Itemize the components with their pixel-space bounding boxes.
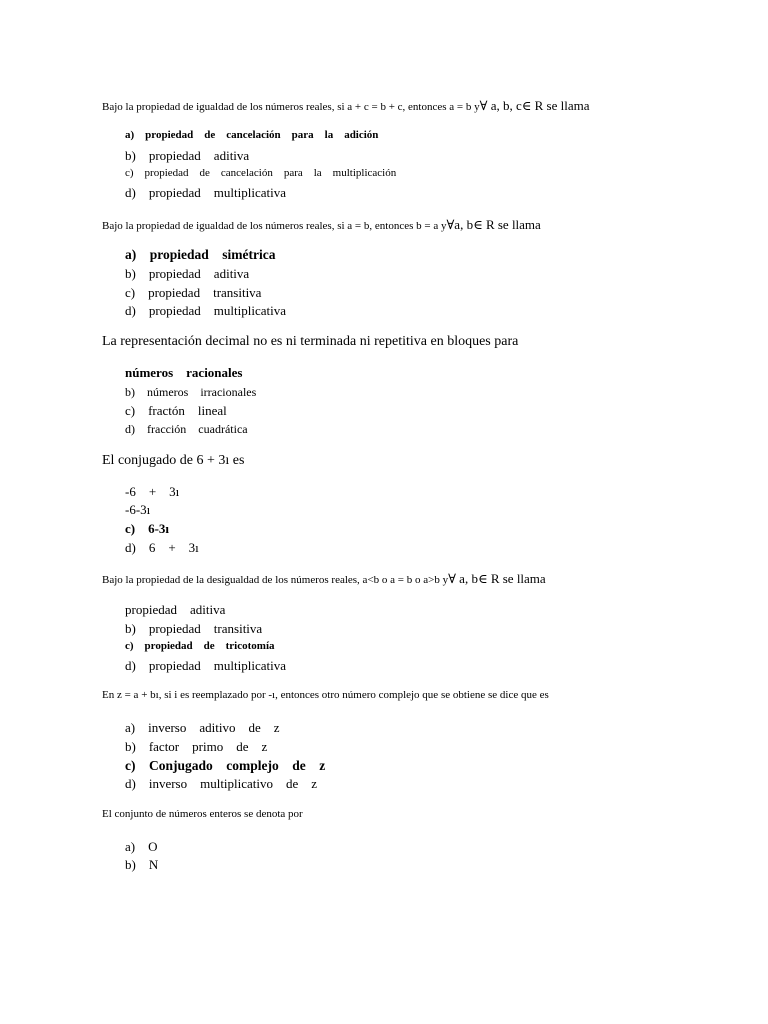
question-6-stem: En z = a + bı, si i es reemplazado por -ı, entonces otro número complejo que se obtiene se dice que es — [102, 689, 549, 701]
question-2-stem — [102, 218, 541, 232]
question-7-option-b: b) N — [125, 857, 159, 872]
question-5-option-b: b) propiedad transitiva — [125, 621, 263, 636]
question-3-option-b: b) números irracionales — [125, 385, 257, 399]
question-4-option-d: d) 6 + 3ı — [125, 540, 199, 555]
question-3-option-d: d) fracción cuadrática — [125, 422, 248, 436]
question-3-option-c: c) fractón lineal — [125, 403, 227, 418]
question-2-option-b: b) propiedad aditiva — [125, 266, 250, 281]
question-3-stem: La representación decimal no es ni terminada ni repetitiva en bloques para — [102, 334, 519, 349]
question-2-option-c: c) propiedad transitiva — [125, 285, 262, 300]
question-6-option-c: c) Conjugado complejo de z — [125, 758, 326, 773]
question-5-stem-quantifier: ∀ a, b∈ R se llama — [448, 571, 546, 586]
question-2-stem-text: Bajo la propiedad de igualdad de los números reales, si a = b, entonces b = a y — [102, 220, 447, 232]
question-1-stem — [102, 99, 590, 113]
question-1-stem-quantifier: ∀ a, b, c∈ R se llama — [479, 98, 590, 113]
question-1-option-d: d) propiedad multiplicativa — [125, 185, 287, 200]
question-5-option-c: c) propiedad de tricotomía — [125, 640, 275, 652]
question-4-stem: El conjugado de 6 + 3ı es — [102, 453, 245, 468]
question-5-option-a: propiedad aditiva — [125, 602, 226, 617]
question-2-option-d: d) propiedad multiplicativa — [125, 303, 287, 318]
question-5-stem-text: Bajo la propiedad de la desigualdad de los números reales, a<b o a = b o a>b y — [102, 574, 449, 586]
question-1-option-c: c) propiedad de cancelación para la multiplicación — [125, 167, 397, 179]
question-1-option-a: a) propiedad de cancelación para la adición — [125, 129, 379, 141]
question-1-option-b: b) propiedad aditiva — [125, 148, 250, 163]
question-6-option-a: a) inverso aditivo de z — [125, 720, 280, 735]
question-6-option-d: d) inverso multiplicativo de z — [125, 776, 318, 791]
question-5-option-d: d) propiedad multiplicativa — [125, 658, 287, 673]
question-5-stem — [102, 572, 546, 586]
question-7-option-a: a) O — [125, 839, 158, 854]
question-7-stem: El conjunto de números enteros se denota por — [102, 808, 303, 820]
question-4-option-b: -6-3ı — [125, 502, 151, 517]
question-4-option-a: -6 + 3ı — [125, 484, 180, 499]
question-6-option-b: b) factor primo de z — [125, 739, 268, 754]
question-2-stem-quantifier: ∀a, b∈ R se llama — [446, 217, 541, 232]
question-4-option-c: c) 6-3ı — [125, 521, 170, 536]
question-2-option-a: a) propiedad simétrica — [125, 247, 276, 262]
question-3-option-a: números racionales — [125, 365, 243, 380]
question-1-stem-text: Bajo la propiedad de igualdad de los números reales, si a + c = b + c, entonces a = b y — [102, 101, 480, 113]
